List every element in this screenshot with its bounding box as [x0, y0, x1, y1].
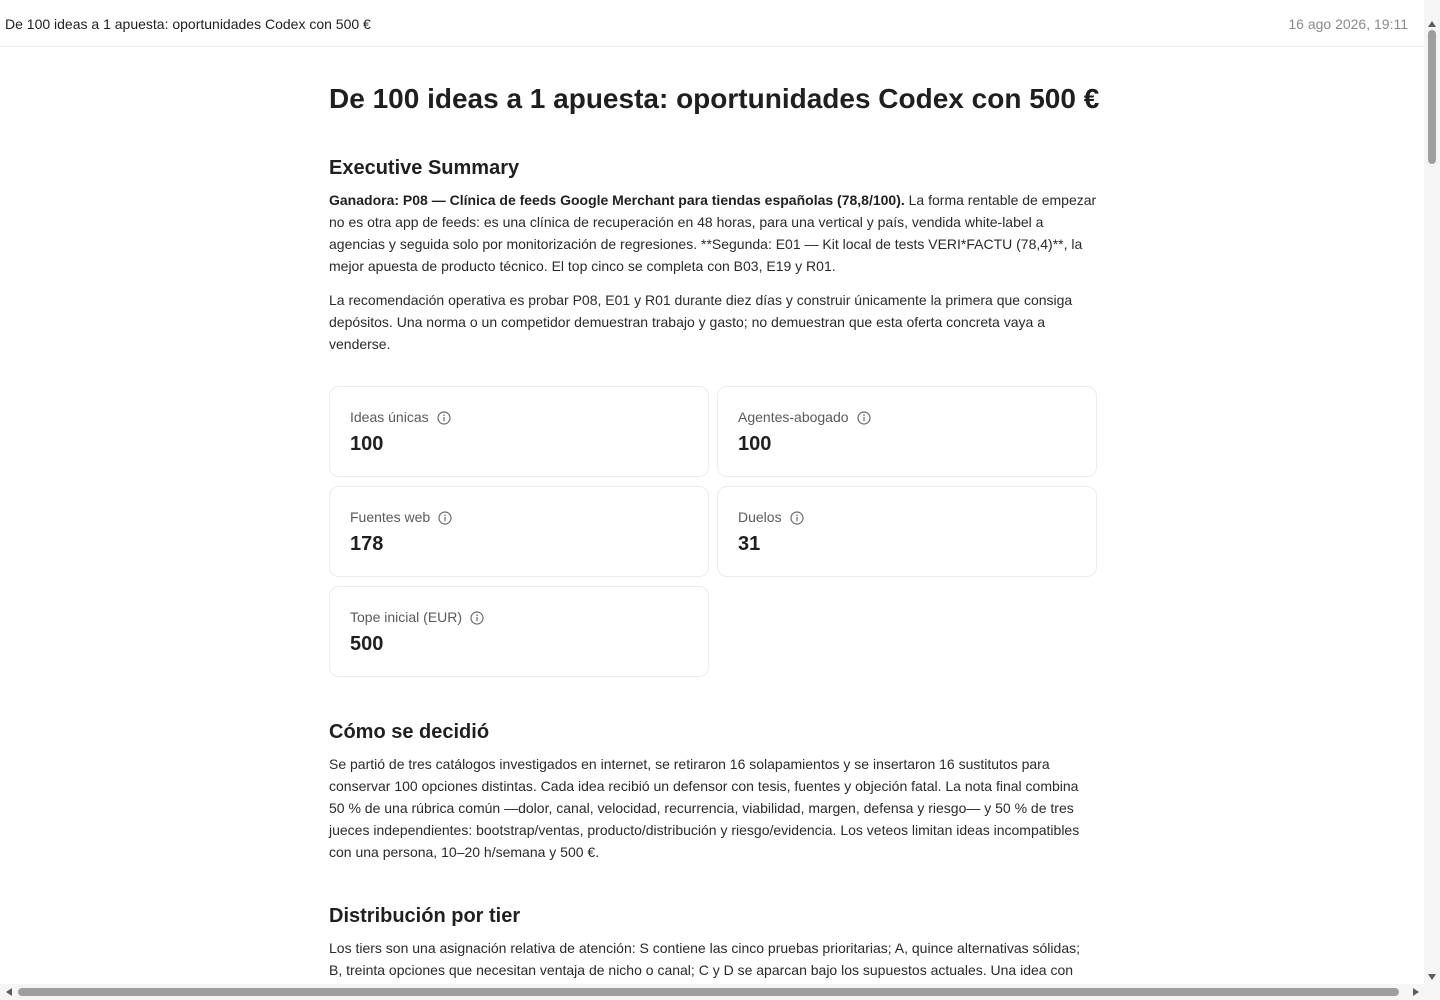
tier-distribution-heading: Distribución por tier	[329, 905, 521, 927]
metric-card-duelos	[717, 486, 1097, 577]
page-title: De 100 ideas a 1 apuesta: oportunidades Codex con 500 €	[329, 83, 1100, 114]
scroll-up-icon[interactable]	[1428, 21, 1436, 27]
how-decided-paragraph: Se partió de tres catálogos investigados en internet, se retiraron 16 solapamientos y se insertaron 16 sustitutos para conservar 100 opciones distintas. Cada idea recibió un defensor con tesis, fuentes y objeción fatal. La nota final combina 50 % de una rúbrica común —dolor, canal, velocidad, recurrencia, viabilidad, margen, defensa y riesgo— y 50 % de tres jueces independientes: bootstrap/ventas, producto/distribución y riesgo/evidencia. Los veteos limitan ideas incompatibles con una persona, 10–20 h/semana y 500 €.	[329, 756, 1080, 860]
info-icon[interactable]	[470, 611, 483, 624]
horizontal-scrollbar[interactable]	[0, 984, 1424, 1000]
vertical-scrollbar[interactable]	[1424, 0, 1440, 1000]
scroll-down-icon[interactable]	[1428, 974, 1436, 980]
vertical-scroll-thumb[interactable]	[1428, 30, 1436, 164]
executive-summary-paragraph-1	[329, 189, 1097, 277]
info-icon[interactable]	[857, 411, 870, 424]
info-icon[interactable]	[438, 511, 451, 524]
metric-card-fuentes-web	[329, 486, 709, 577]
metric-value: 31	[738, 533, 761, 555]
tier-distribution-paragraph: Los tiers son una asignación relativa de atención: S contiene las cinco pruebas prioritarias; A, quince alternativas sólidas; B, treinta opciones que necesitan ventaja de nicho o canal; C y D se aparcan bajo los supuestos actuales. Una idea con	[329, 940, 1080, 978]
info-icon[interactable]	[790, 511, 803, 524]
metric-label	[350, 509, 451, 525]
document-scroll-area[interactable]	[0, 48, 1424, 984]
winner-details: La forma rentable de empezar no es otra app de feeds: es una clínica de recuperación en 48 horas, para una vertical y país, vendida white-label a agencias y seguida solo por monitorización de regresiones. **Segunda: E01 — Kit local de tests VERI*FACTU (78,4)**, la mejor apuesta de producto técnico. El top cinco se completa con B03, E19 y R01.	[329, 192, 1097, 274]
metric-label-text: Agentes-abogado	[738, 409, 849, 425]
metric-value: 178	[350, 533, 384, 555]
scroll-right-icon[interactable]	[1413, 988, 1419, 996]
metric-card-tope-inicial	[329, 586, 709, 677]
metric-value: 500	[350, 633, 384, 655]
metric-label-text: Tope inicial (EUR)	[350, 609, 463, 625]
metric-label-text: Fuentes web	[350, 509, 431, 525]
info-icon[interactable]	[437, 411, 450, 424]
metric-label	[738, 409, 870, 425]
winner-statement: Ganadora: P08 — Clínica de feeds Google Merchant para tiendas españolas (78,8/100).	[329, 192, 905, 208]
metric-label	[350, 609, 483, 625]
metric-label-text: Ideas únicas	[350, 409, 429, 425]
top-bar	[0, 0, 1424, 47]
scroll-left-icon[interactable]	[6, 988, 12, 996]
horizontal-scroll-thumb[interactable]	[18, 988, 1399, 996]
how-decided-heading: Cómo se decidió	[329, 721, 490, 743]
metric-label	[738, 509, 803, 525]
scrollbar-corner	[1424, 984, 1440, 1000]
executive-summary-heading: Executive Summary	[329, 157, 520, 179]
timestamp: 16 ago 2026, 19:11	[1288, 16, 1408, 32]
metric-value: 100	[738, 433, 772, 455]
executive-summary-paragraph-2: La recomendación operativa es probar P08, E01 y R01 durante diez días y construir únicamente la primera que consiga depósitos. Una norma o un competidor demuestran trabajo y gasto; no demuestran que esta oferta concreta vaya a venderse.	[329, 292, 1073, 352]
metric-label	[350, 409, 450, 425]
window-title: De 100 ideas a 1 apuesta: oportunidades Codex con 500 €	[5, 16, 371, 32]
metric-card-agentes-abogado	[717, 386, 1097, 477]
metric-card-ideas-unicas	[329, 386, 709, 477]
metric-label-text: Duelos	[738, 509, 782, 525]
metric-value: 100	[350, 433, 384, 455]
